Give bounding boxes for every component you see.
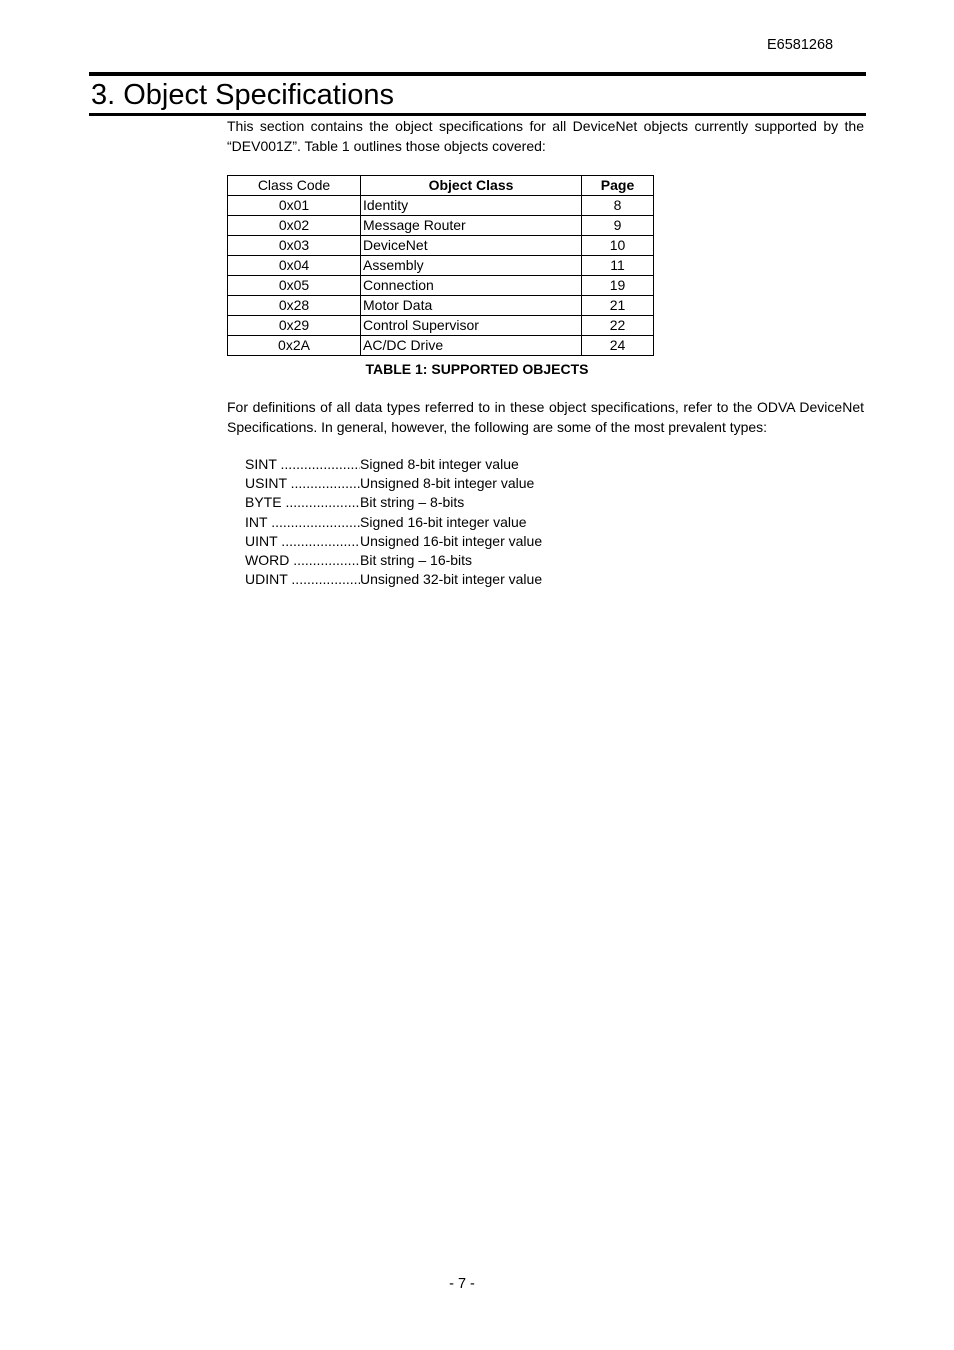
column-header-page: Page xyxy=(582,176,654,196)
page-cell: 10 xyxy=(582,236,654,256)
definitions-paragraph: For definitions of all data types referred to in these object specifications, refer to the ODVA DeviceNet Specifications. In general, however, the following are some of the most prevalent types: xyxy=(227,399,864,435)
page-cell: 19 xyxy=(582,276,654,296)
class-code-cell: 0x2A xyxy=(228,336,361,356)
data-type-description: Bit string – 16-bits xyxy=(360,551,473,568)
page-cell: 22 xyxy=(582,316,654,336)
object-class-cell: Motor Data xyxy=(361,296,582,316)
table-row xyxy=(228,236,654,256)
column-header-class-code: Class Code xyxy=(228,176,361,196)
data-type-name: SINT ..... xyxy=(245,455,360,474)
data-type-name: WORD ..... xyxy=(245,551,360,570)
class-code-cell: 0x03 xyxy=(228,236,361,256)
table-row xyxy=(228,316,654,336)
object-class-cell: Message Router xyxy=(361,216,582,236)
class-code-cell: 0x05 xyxy=(228,276,361,296)
class-code-cell: 0x28 xyxy=(228,296,361,316)
class-code-cell: 0x02 xyxy=(228,216,361,236)
list-item xyxy=(245,513,542,532)
page-cell: 11 xyxy=(582,256,654,276)
table-caption: TABLE 1: SUPPORTED OBJECTS xyxy=(365,361,589,377)
data-type-name: UDINT ..... xyxy=(245,570,360,589)
class-code-cell: 0x04 xyxy=(228,256,361,276)
table-header-row xyxy=(228,176,654,196)
page-cell: 21 xyxy=(582,296,654,316)
data-type-name: USINT ..... xyxy=(245,474,360,493)
data-type-description: Unsigned 32-bit integer value xyxy=(360,571,543,588)
list-item xyxy=(245,532,542,551)
data-type-list xyxy=(245,455,542,589)
column-header-object-class: Object Class xyxy=(361,176,582,196)
class-code-cell: 0x01 xyxy=(228,196,361,216)
supported-objects-table xyxy=(227,175,654,356)
list-item xyxy=(245,474,542,493)
table-row xyxy=(228,256,654,276)
list-item xyxy=(245,570,542,589)
table-row xyxy=(228,196,654,216)
data-type-description: Signed 8-bit integer value xyxy=(360,456,519,472)
document-id: E6581268 xyxy=(767,37,834,53)
data-type-name: UINT ..... xyxy=(245,532,360,551)
intro-paragraph: This section contains the object specifications for all DeviceNet objects currently supported by the “DEV001Z”. Table 1 outlines those objects covered: xyxy=(227,118,864,154)
object-class-cell: Control Supervisor xyxy=(361,316,582,336)
table-row xyxy=(228,216,654,236)
table-row xyxy=(228,296,654,316)
object-class-cell: Identity xyxy=(361,196,582,216)
page-cell: 9 xyxy=(582,216,654,236)
page-number: - 7 - xyxy=(449,1276,475,1292)
list-item xyxy=(245,455,542,474)
section-heading: 3. Object Specifications xyxy=(91,79,395,111)
list-item xyxy=(245,493,542,512)
table-row xyxy=(228,276,654,296)
data-type-description: Signed 16-bit integer value xyxy=(360,513,527,530)
data-type-description: Unsigned 8-bit integer value xyxy=(360,475,535,492)
data-type-name: BYTE ..... xyxy=(245,493,360,512)
object-class-cell: Assembly xyxy=(361,256,582,276)
object-class-cell: DeviceNet xyxy=(361,236,582,256)
data-type-description: Unsigned 16-bit integer value xyxy=(360,532,543,549)
list-item xyxy=(245,551,542,570)
page-cell: 24 xyxy=(582,336,654,356)
data-type-description: Bit string – 8-bits xyxy=(360,494,465,511)
page-cell: 8 xyxy=(582,196,654,216)
table-row xyxy=(228,336,654,356)
object-class-cell: AC/DC Drive xyxy=(361,336,582,356)
data-type-name: INT ..... xyxy=(245,513,360,532)
object-class-cell: Connection xyxy=(361,276,582,296)
class-code-cell: 0x29 xyxy=(228,316,361,336)
